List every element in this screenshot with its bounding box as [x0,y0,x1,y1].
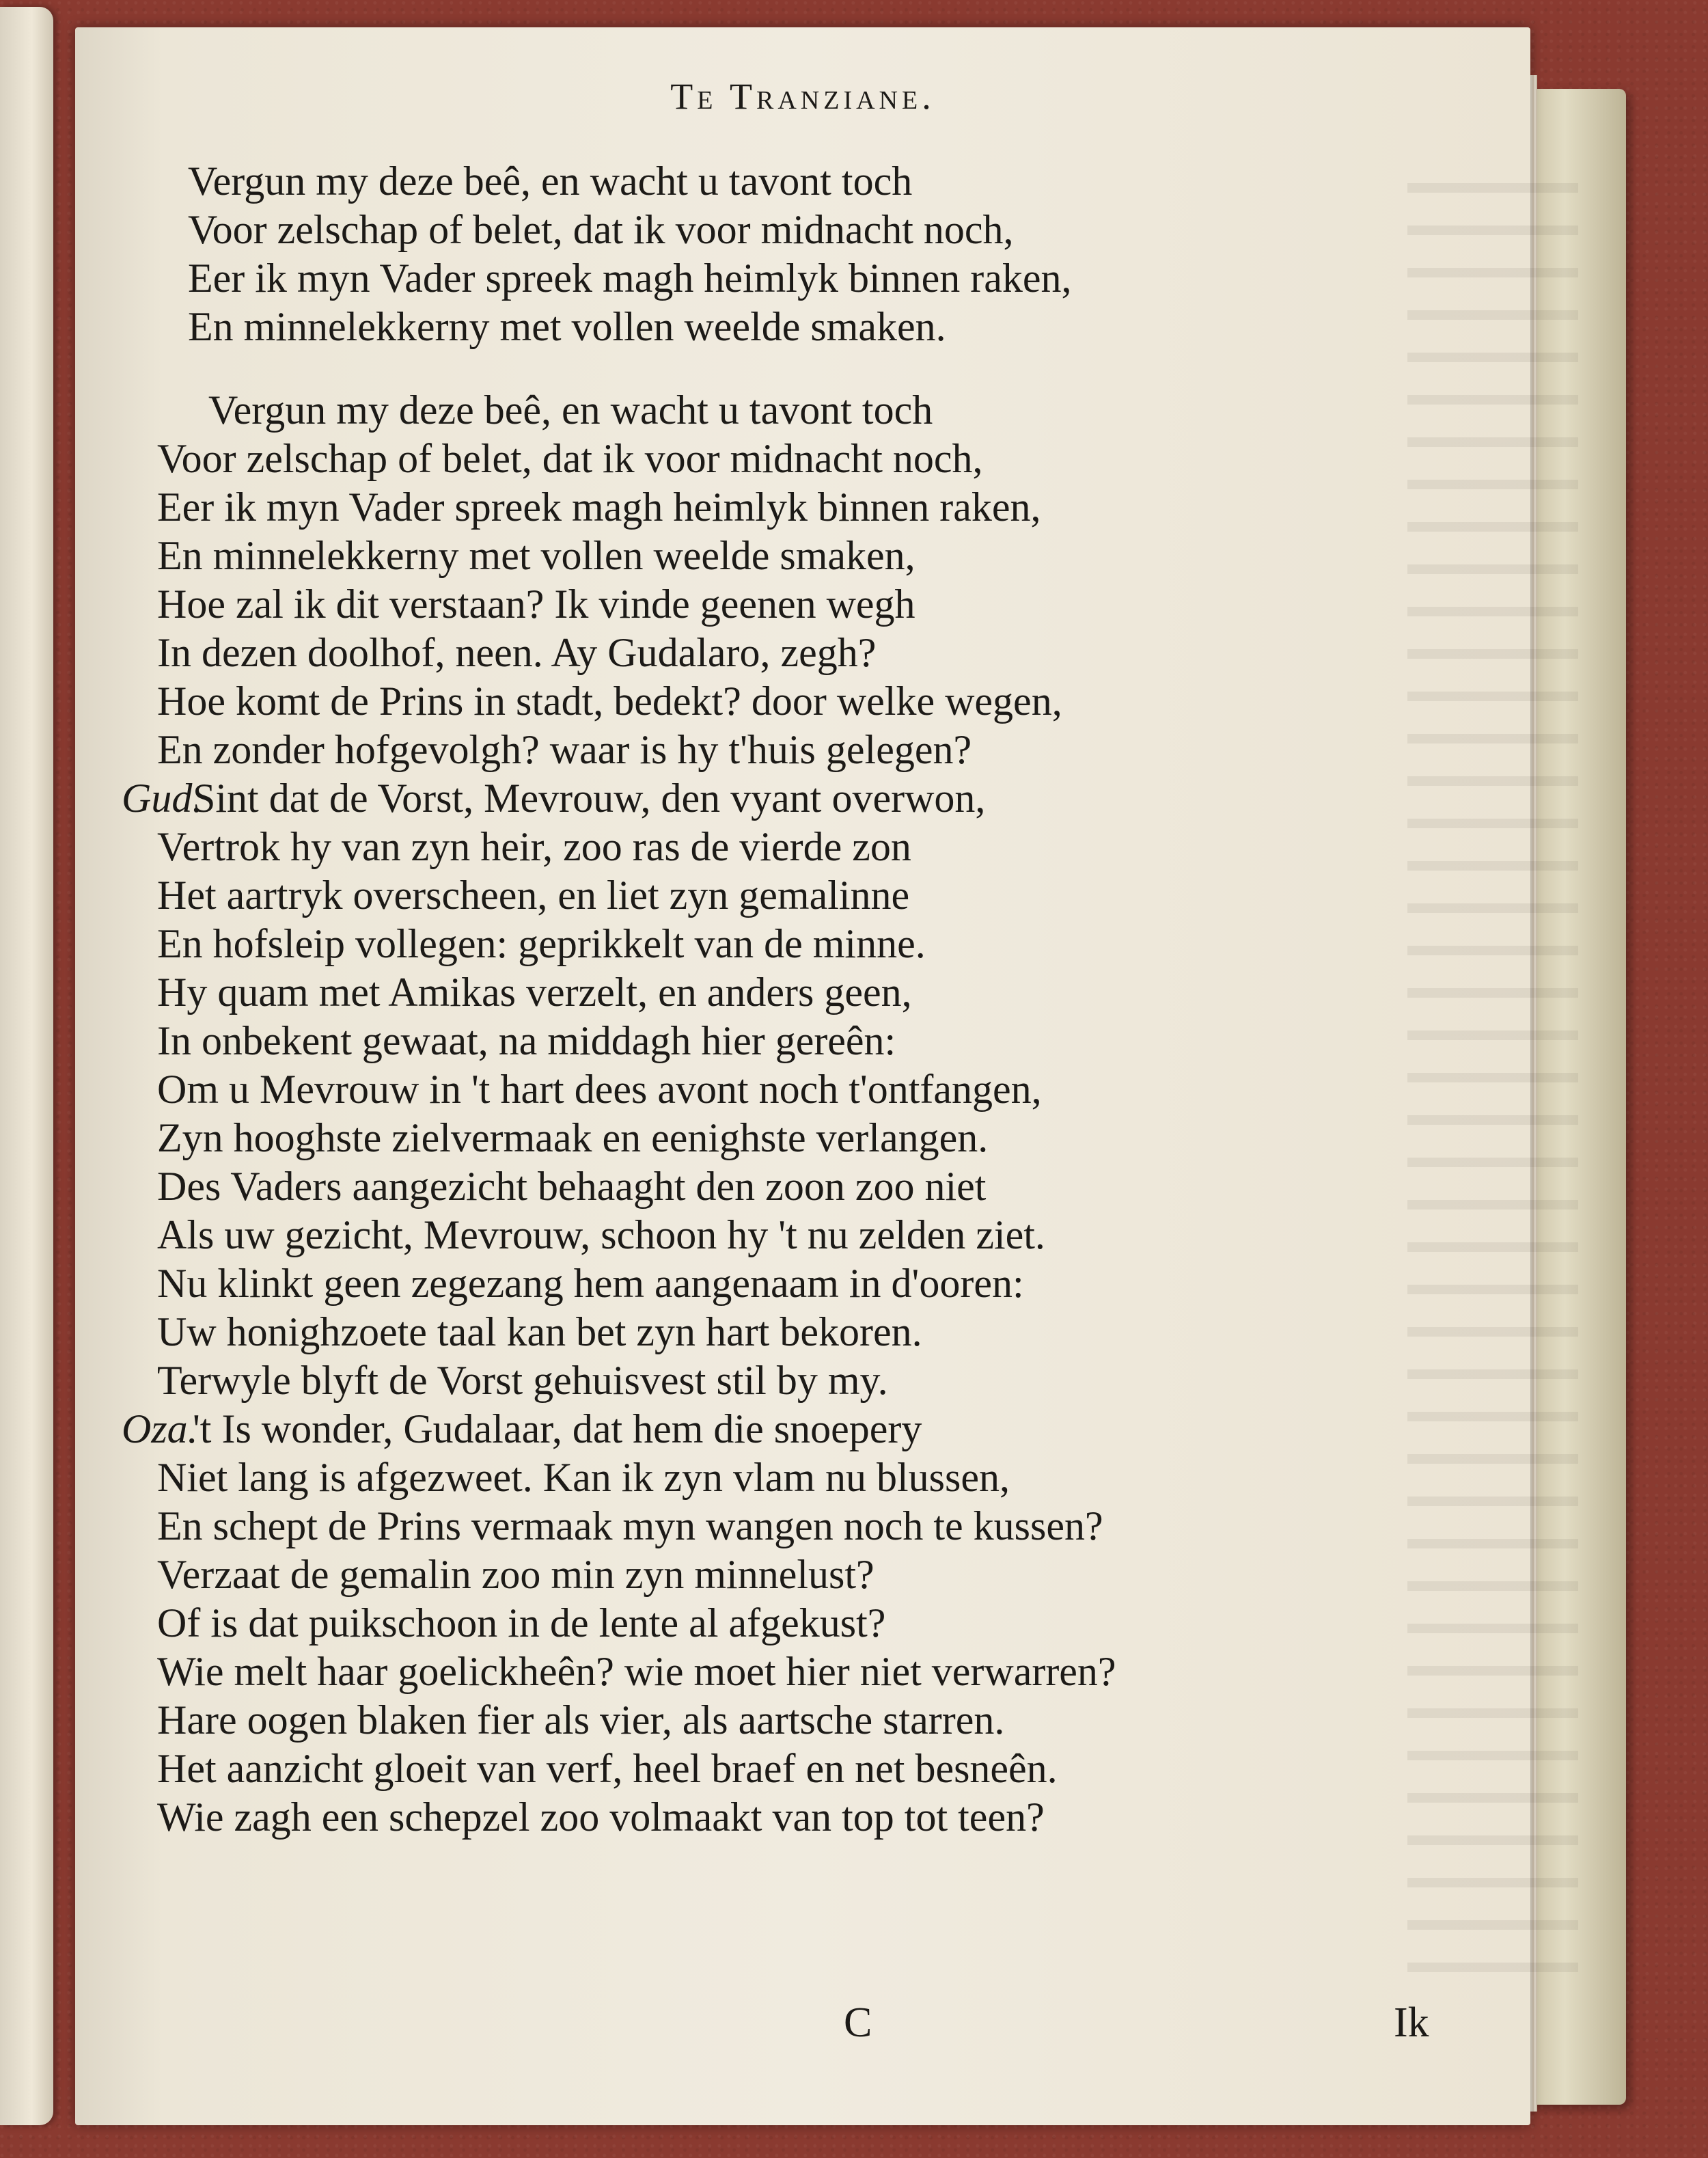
speaker-label: Oza. [122,1406,198,1451]
verse-line: Vergun my deze beê, en wacht u tavont toch [188,159,913,204]
verse-text: Zyn hooghste zielvermaak en eenighste verlangen. [157,1115,989,1160]
verse-text: Sint dat de Vorst, Mevrouw, den vyant overwon, [193,776,986,821]
catchword: Ik [1394,1999,1429,2046]
verse-text: Hoe zal ik dit verstaan? Ik vinde geenen wegh [157,582,915,627]
verse-text: Niet lang is afgezweet. Kan ik zyn vlam nu blussen, [157,1455,1010,1500]
main-verse [122,386,1116,1842]
verse-line [157,1793,1116,1842]
verse-line [157,1745,1116,1793]
signature-mark: C [844,1999,872,2046]
verse-text: In dezen doolhof, neen. Ay Gudalaro, zegh? [157,630,877,675]
verse-line [157,1356,1116,1405]
verse-text: Het aanzicht gloeit van verf, heel braef en net besneên. [157,1746,1058,1791]
verse-text: En minnelekkerny met vollen weelde smaken, [157,533,915,578]
verse-text: Het aartryk overscheen, en liet zyn gemalinne [157,873,910,918]
verse-text: Des Vaders aangezicht behaaght den zoon zoo niet [157,1164,987,1209]
verse-line: Voor zelschap of belet, dat ik voor midnacht noch, [188,207,1014,252]
opening-verse [188,157,1072,351]
verse-line [157,968,1116,1017]
verse-line [157,726,1116,774]
verse-text: Wie melt haar goelickheên? wie moet hier niet verwarren? [157,1649,1116,1694]
verse-text: En hofsleip vollegen: geprikkelt van de minne. [157,921,926,966]
verse-line [157,1599,1116,1648]
verse-line [157,435,1116,483]
verse-line [157,532,1116,580]
verse-line [157,871,1116,920]
left-page-edge [0,7,53,2125]
verse-line [157,1696,1116,1745]
verse-line [157,1162,1116,1211]
verse-text: Hoe komt de Prins in stadt, bedekt? door welke wegen, [157,679,1062,724]
verse-line: Eer ik myn Vader spreek magh heimlyk binnen raken, [188,256,1072,301]
verse-line [157,1065,1116,1114]
verse-line [157,1502,1116,1551]
verse-text: Hy quam met Amikas verzelt, en anders geen, [157,970,912,1015]
verse-line [157,1551,1116,1599]
verse-text: Om u Mevrouw in 't hart dees avont noch t'ontfangen, [157,1067,1042,1112]
verse-line [157,1453,1116,1502]
verse-text: Verzaat de gemalin zoo min zyn minnelust? [157,1552,874,1597]
verse-line [157,1648,1116,1696]
verse-text: Vergun my deze beê, en wacht u tavont toch [208,387,933,433]
verse-line [122,774,1116,823]
verse-line [157,1114,1116,1162]
verse-line [157,823,1116,871]
verse-line [157,1211,1116,1259]
verse-line [157,920,1116,968]
verse-text: Of is dat puikschoon in de lente al afgekust? [157,1600,886,1645]
verse-text: Uw honighzoete taal kan bet zyn hart bekoren. [157,1309,922,1354]
verse-line [157,580,1116,629]
verse-line [157,1017,1116,1065]
verse-text: Als uw gezicht, Mevrouw, schoon hy 't nu zelden ziet. [157,1212,1045,1257]
verse-line [122,1405,1116,1453]
verse-line [157,629,1116,677]
verse-text: En zonder hofgevolgh? waar is hy t'huis gelegen? [157,727,972,772]
verse-text: Terwyle blyft de Vorst gehuisvest stil by my. [157,1358,888,1403]
verse-text: Nu klinkt geen zegezang hem aangenaam in d'ooren: [157,1261,1024,1306]
verse-text: En schept de Prins vermaak myn wangen noch te kussen? [157,1503,1103,1548]
verse-text: Vertrok hy van zyn heir, zoo ras de vierde zon [157,824,911,869]
verse-text: Wie zagh een schepzel zoo volmaakt van top tot teen? [157,1794,1045,1840]
verse-text: In onbekent gewaat, na middagh hier gereên: [157,1018,896,1063]
verse-line [157,1259,1116,1308]
show-through-shading [1407,150,1578,1995]
verse-line [157,483,1116,532]
verse-line [157,677,1116,726]
speaker-label: Gud. [122,776,203,821]
verse-line [157,1308,1116,1356]
verse-line: En minnelekkerny met vollen weelde smaken. [188,304,946,349]
verse-text: Voor zelschap of belet, dat ik voor midnacht noch, [157,436,983,481]
verse-text: Eer ik myn Vader spreek magh heimlyk binnen raken, [157,484,1041,530]
verse-line [157,386,1116,435]
running-head: Te Tranziane. [670,76,935,117]
book-page [75,27,1530,2125]
verse-text: Hare oogen blaken fier als vier, als aartsche starren. [157,1697,1005,1743]
verse-text: 't Is wonder, Gudalaar, dat hem die snoepery [193,1406,922,1451]
